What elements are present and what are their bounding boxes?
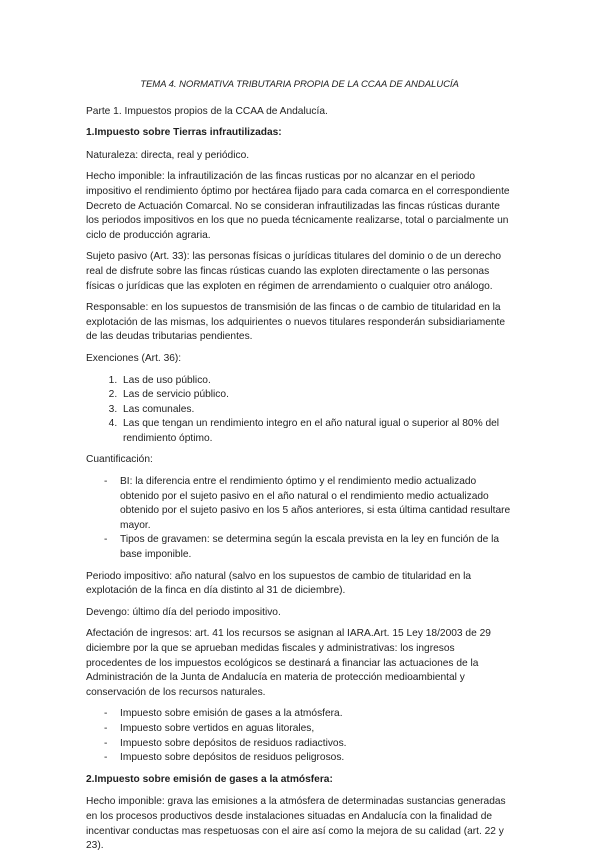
dash-bullet: - <box>104 534 108 546</box>
list-item-text: Impuesto sobre vertidos en aguas litorales, <box>120 722 315 734</box>
cuantificacion-list <box>86 475 513 563</box>
list-item-text: Impuesto sobre depósitos de residuos peligrosos. <box>120 752 345 764</box>
list-item-text: Impuesto sobre depósitos de residuos radiactivos. <box>120 737 347 749</box>
exenciones-list <box>86 374 513 447</box>
afectacion-paragraph: Afectación de ingresos: art. 41 los recursos se asignan al IARA.Art. 15 Ley 18/2003 de 29 diciembre por la que se aprueban medidas fiscales y administrativas: los ingresos procedentes de los impuestos ecológicos se destinará a financiar las actuaciones de la Administración de la Junta de Andalucía en materia de protección medioambiental y conservación de los recursos naturales. <box>86 628 491 698</box>
naturaleza-paragraph: Naturaleza: directa, real y periódico. <box>86 149 250 161</box>
devengo-paragraph: Devengo: último día del periodo impositivo. <box>86 606 281 618</box>
dash-bullet: - <box>104 752 108 764</box>
cuantificacion-label: Cuantificación: <box>86 454 153 466</box>
dash-bullet: - <box>104 737 108 749</box>
list-item <box>104 722 513 737</box>
list-item <box>104 707 513 722</box>
part-heading: Parte 1. Impuestos propios de la CCAA de Andalucía. <box>86 105 328 117</box>
impuestos-ecologicos-list <box>86 707 513 765</box>
section-2-heading: 2.Impuesto sobre emisión de gases a la atmósfera: <box>86 773 333 785</box>
list-item: 3. Las comunales. <box>120 403 513 418</box>
list-item: 1. Las de uso público. <box>120 374 513 389</box>
periodo-paragraph: Periodo impositivo: año natural (salvo en los supuestos de cambio de titularidad en la explotación de la finca en día distinto al 31 de diciembre). <box>86 570 472 597</box>
list-item-text: BI: la diferencia entre el rendimiento óptimo y el rendimiento medio actualizado obtenido por el sujeto pasivo en el año natural o el rendimiento medio actualizado obtenido por el sujeto pasivo en los 5 años anteriores, si esta última cantidad resultare mayor. <box>120 476 511 531</box>
list-item <box>104 751 513 766</box>
list-item: 4. Las que tengan un rendimiento integro en el año natural igual o superior al 80% del rendimiento óptimo. <box>120 417 513 446</box>
list-item <box>104 533 513 562</box>
list-item <box>104 737 513 752</box>
dash-bullet: - <box>104 708 108 720</box>
exenciones-label: Exenciones (Art. 36): <box>86 352 182 364</box>
responsable-paragraph: Responsable: en los supuestos de transmisión de las fincas o de cambio de titularidad en la explotación de las mismas, los adquirientes o nuevos titulares responderán subsidiariamente de las deudas tributarias pendientes. <box>86 302 506 343</box>
document-title: TEMA 4. NORMATIVA TRIBUTARIA PROPIA DE LA CCAA DE ANDALUCÍA <box>140 79 459 90</box>
hecho-imponible-2-paragraph: Hecho imponible: grava las emisiones a la atmósfera de determinadas sustancias generadas en los procesos productivos desde instalaciones situadas en Andalucía con la finalidad de incentivar conductas mas respetuosas con el aire así como la mejora de su calidad (art. 22 y 23). <box>86 796 506 852</box>
list-item: 2. Las de servicio público. <box>120 388 513 403</box>
hecho-imponible-paragraph: Hecho imponible: la infrautilización de las fincas rusticas por no alcanzar en el periodo impositivo el rendimiento óptimo por hectárea fijado para cada comarca en el correspondiente Decreto de Actuación Comarcal. No se consideran infrautilizadas las fincas rústicas durante los periodos impositivos en los que no pueda técnicamente realizarse, total o parcialmente un ciclo de producción agraria. <box>86 171 510 241</box>
list-item-text: Impuesto sobre emisión de gases a la atmósfera. <box>120 708 343 720</box>
section-1-heading: 1.Impuesto sobre Tierras infrautilizadas: <box>86 127 282 139</box>
dash-bullet: - <box>104 476 108 488</box>
list-item <box>104 475 513 533</box>
sujeto-pasivo-paragraph: Sujeto pasivo (Art. 33): las personas físicas o jurídicas titulares del dominio o de un derecho real de disfrute sobre las fincas rústicas cuando las exploten directamente o las personas físicas o jurídicas que las exploten en régimen de arrendamiento o cualquier otro análogo. <box>86 251 502 292</box>
list-item-text: Tipos de gravamen: se determina según la escala prevista en la ley en función de la base imponible. <box>120 534 500 561</box>
dash-bullet: - <box>104 722 108 734</box>
